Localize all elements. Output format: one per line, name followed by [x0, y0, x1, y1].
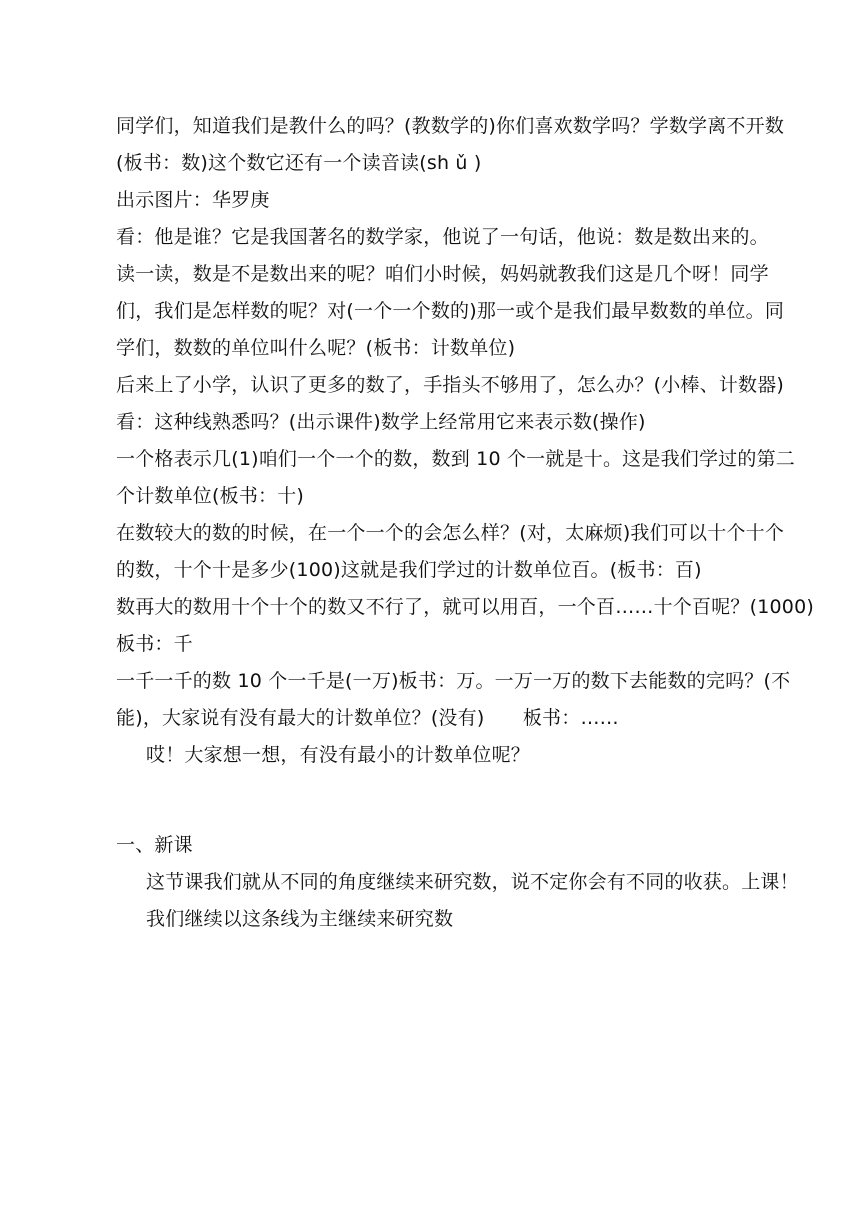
paragraph-line: 同学们，知道我们是教什么的吗？(教数学的)你们喜欢数学吗？学数学离不开数 — [116, 115, 785, 137]
paragraph-line: 数再大的数用十个十个的数又不行了，就可以用百，一个百……十个百呢？(1000) — [116, 596, 814, 618]
paragraph-line: 出示图片：华罗庚 — [116, 189, 270, 211]
paragraph-line: (板书：数)这个数它还有一个读音读(sh ǔ ) — [116, 152, 482, 174]
paragraph-line: 的数，十个十是多少(100)这就是我们学过的计数单位百。(板书：百) — [116, 559, 702, 581]
section-paragraph-line: 我们继续以这条线为主继续来研究数 — [146, 908, 454, 930]
paragraph-line: 个计数单位(板书：十) — [116, 485, 305, 507]
paragraph-line: 读一读，数是不是数出来的呢？咱们小时候，妈妈就教我们这是几个呀！同学 — [116, 263, 769, 285]
paragraph-line: 学们，数数的单位叫什么呢？(板书：计数单位) — [116, 337, 516, 359]
paragraph-line: 看：这种线熟悉吗？(出示课件)数学上经常用它来表示数(操作) — [116, 411, 646, 433]
paragraph-line: 后来上了小学，认识了更多的数了，手指头不够用了，怎么办？(小棒、计数器) — [116, 374, 785, 396]
paragraph-line: 一千一千的数 10 个一千是(一万)板书：万。一万一万的数下去能数的完吗？(不 — [116, 670, 791, 692]
paragraph-line: 看：他是谁？它是我国著名的数学家，他说了一句话，他说：数是数出来的。 — [116, 226, 769, 248]
section-heading: 一、新课 — [116, 834, 193, 856]
document-body — [116, 108, 822, 938]
paragraph-line: 能)，大家说有没有最大的计数单位？(没有) 板书：…… — [116, 707, 619, 729]
paragraph-line: 在数较大的数的时候，在一个一个的会怎么样？(对，太麻烦)我们可以十个十个 — [116, 522, 785, 544]
blank-spacer — [116, 811, 822, 827]
paragraph-line: 一个格表示几(1)咱们一个一个的数，数到 10 个一就是十。这是我们学过的第二 — [116, 448, 795, 470]
paragraph-line: 板书：千 — [116, 633, 193, 655]
blank-spacer — [116, 774, 822, 811]
paragraph-line: 们，我们是怎样数的呢？对(一个一个数的)那一或个是我们最早数数的单位。同 — [116, 300, 785, 322]
section-paragraph-line: 这节课我们就从不同的角度继续来研究数，说不定你会有不同的收获。上课！ — [146, 871, 799, 893]
paragraph-line: 哎！大家想一想，有没有最小的计数单位呢？ — [146, 744, 531, 766]
